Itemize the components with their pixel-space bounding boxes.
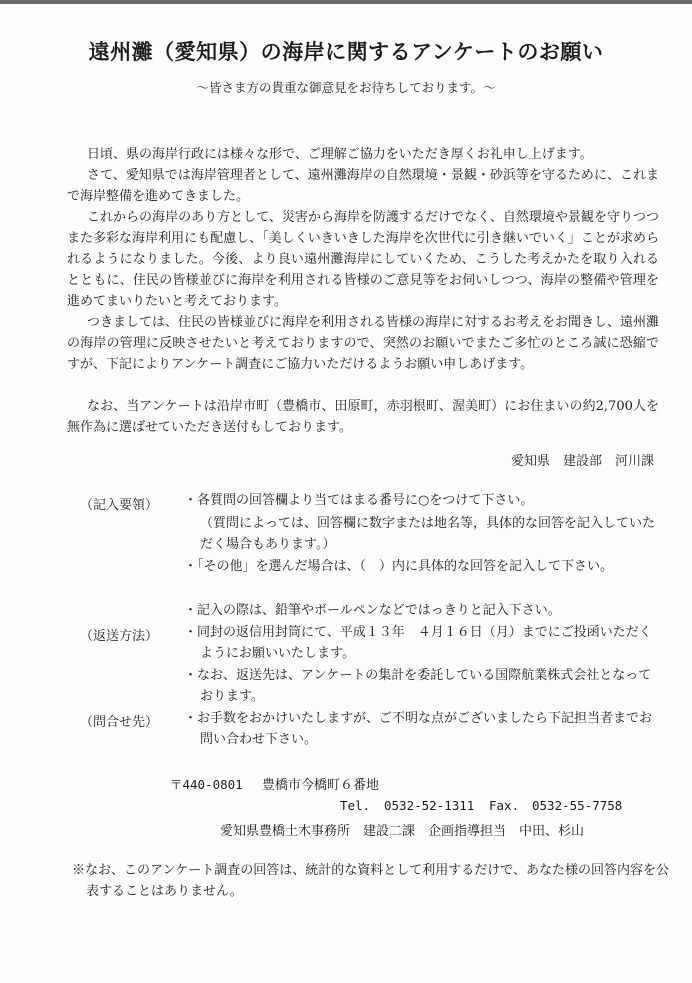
instructions-item-4: ・記入の際は、鉛筆やボールペンなどではっきりと記入下さい。 (184, 603, 561, 618)
signature-department: 愛知県 建設部 河川課 (510, 454, 654, 469)
body-paragraph-3: これからの海岸のあり方として、災害から海岸を防護するだけでなく、自然環境や景観を守りつつまた多彩な海岸利用にも配慮し、「美しくいきいきした海岸を次世代に引き継いでいく」ことが求められるようになりました。今後、より良い遠州灘海岸にしていくため、こうした考えかたを取り入れるとともに、住民の皆様並びに海岸を利用される皆様のご意見等をお伺いしつつ、海岸の整備や管理を進めてまいりたいと考えております。 (67, 210, 659, 309)
body-paragraph-1: 日頃、県の海岸行政には様々な形で、ご理解ご協力をいただき厚くお礼申し上げます。 (87, 147, 593, 162)
body-paragraph-5: なお、当アンケートは沿岸市町（豊橋市、田原町，赤羽根町、渥美町）にお住まいの約2,700人を無作為に選ばせていただき送付もしております。 (67, 399, 659, 435)
instructions-item-2: （質問によっては、回答欄に数字または地名等，具体的な回答を記入していただく場合もあります。） (200, 516, 656, 552)
tel-label: Tel. (340, 798, 371, 813)
body-paragraph-4: つきましては、住民の皆様並びに海岸を利用される皆様の海岸に対するお考えをお聞きし、遠州灘の海岸の管理に反映させたいと考えておりますので、突然のお願いでまたご多忙のところ誠に恐縮ですが、下記によりアンケート調査にご協力いただけるようお願い申しあげます。 (67, 315, 660, 372)
fax-number: 0532-55-7758 (532, 798, 623, 813)
page-subtitle: 〜皆さま方の貴重な御意見をお待ちしております。〜 (196, 80, 496, 95)
return-item-2: ・なお、返送先は、アンケートの集計を委託している国際航業株式会社となっております。 (184, 668, 652, 704)
postal-code: 〒440-0801 (170, 777, 243, 792)
body-paragraph-2: さて、愛知県では海岸管理者として、遠州灘海岸の自然環境・景観・砂浜等を守るために、これまで海岸整備を進めてきました。 (67, 168, 659, 204)
instructions-label: （記入要領） (80, 498, 159, 513)
street-address: 豊橋市今橋町６番地 (262, 778, 380, 793)
tel-number: 0532-52-1311 (384, 798, 475, 813)
instructions-item-3: ・「その他」を選んだ場合は、（ ）内に具体的な回答を記入して下さい。 (184, 559, 614, 574)
page-title: 遠州灘（愛知県）の海岸に関するアンケートのお願い (88, 40, 604, 64)
privacy-footnote: ※なお、このアンケート調査の回答は、統計的な資料として利用するだけで、あなた様の回答内容を公表することはありません。 (72, 863, 669, 899)
office-contact: 愛知県豊橋土木事務所 建設二課 企画指導担当 中田、杉山 (220, 824, 585, 839)
return-item-1: ・同封の返信用封筒にて、平成１３年 ４月１６日（月）までにご投函いただくようにお願いいたします。 (184, 625, 652, 661)
contact-label: （問合せ先） (80, 715, 159, 730)
return-label: （返送方法） (80, 629, 159, 644)
instructions-item-1: ・各質問の回答欄より当てはまる番号に○をつけて下さい。 (184, 493, 534, 508)
contact-item-1: ・お手数をおかけいたしますが、ご不明な点がございましたら下記担当者までお問い合わせ下さい。 (184, 711, 653, 747)
fax-label: Fax. (489, 798, 520, 813)
